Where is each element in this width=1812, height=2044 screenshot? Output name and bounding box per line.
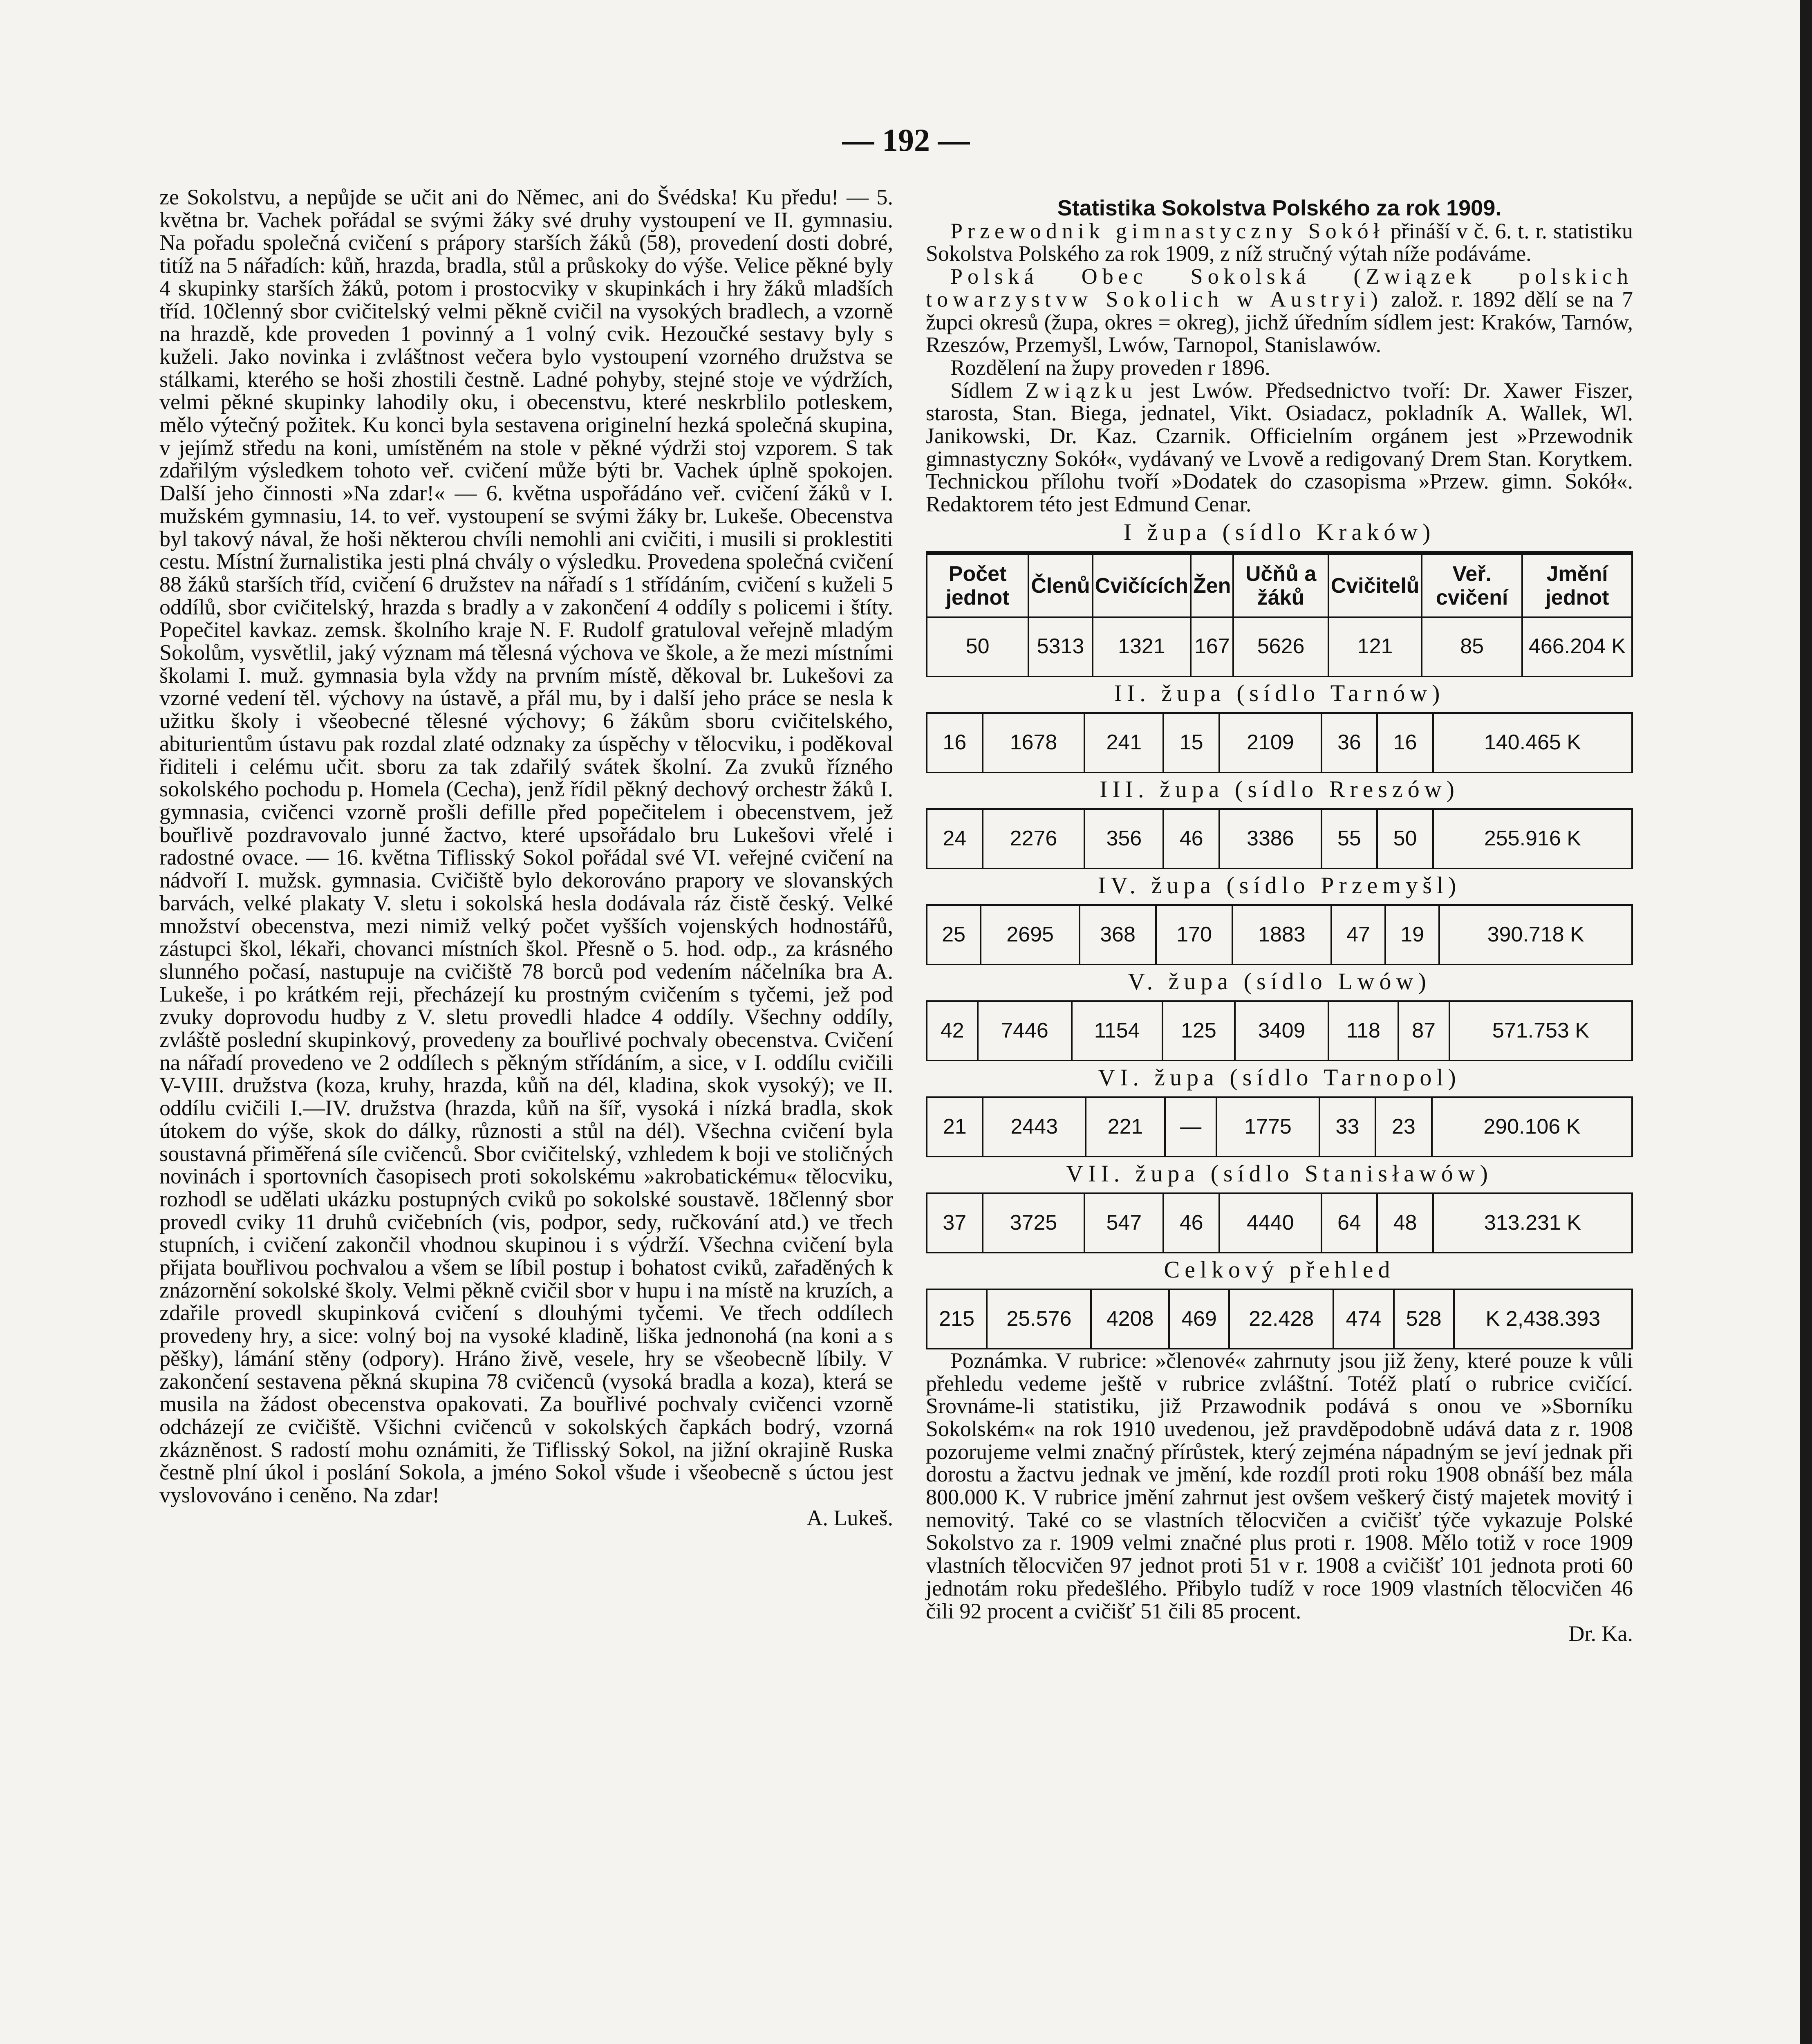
- table-cell: 2109: [1219, 713, 1321, 773]
- table-cell: 15: [1163, 713, 1219, 773]
- zupa-heading: V. župa (sídlo Lwów): [1128, 968, 1431, 995]
- table-cell: 2443: [983, 1097, 1085, 1157]
- table-cell: 5626: [1233, 617, 1328, 676]
- right-column: [926, 197, 1633, 1645]
- table-cell: 221: [1086, 1097, 1165, 1157]
- table-cell: K 2,438.393: [1454, 1289, 1632, 1349]
- table-row: [927, 809, 1632, 869]
- table-cell: 390.718 K: [1439, 905, 1632, 965]
- table-cell: 25: [927, 905, 981, 965]
- table-cell: 55: [1321, 809, 1377, 869]
- table-row: [927, 1193, 1632, 1253]
- table-cell: 7446: [978, 1001, 1071, 1061]
- intro-spaced-text: Przewodnik gimnastyczny Sokół: [950, 218, 1384, 243]
- intro-spaced-text: Polská Obec Sokolská (Związek polskich towarzystvw Sokolich w Austryi): [926, 264, 1633, 312]
- table-cell: 356: [1084, 809, 1163, 869]
- table-cell: 3386: [1219, 809, 1321, 869]
- column-header: Veř. cvičení: [1422, 553, 1522, 617]
- zupa-table: [926, 712, 1633, 773]
- zupa-heading: I župa (sídlo Kraków): [1123, 518, 1436, 545]
- intro-text: přináší v č. 6. t. r. statistiku Sokolstva Polského za rok 1909, z níž stručný výtah níže podáváme.: [926, 218, 1633, 266]
- table-cell: 255.916 K: [1433, 809, 1632, 869]
- table-cell: 170: [1156, 905, 1232, 965]
- table-cell: 87: [1398, 1001, 1449, 1061]
- table-header-row: [927, 553, 1632, 617]
- left-column: [159, 186, 893, 1529]
- table-row: [927, 1289, 1632, 1349]
- table-cell: 42: [927, 1001, 978, 1061]
- column-header: Učňů a žáků: [1233, 553, 1328, 617]
- column-header: Počet jednot: [927, 553, 1028, 617]
- table-row: [927, 713, 1632, 773]
- zupa-heading: VII. župa (sídlo Stanisławów): [1066, 1160, 1493, 1187]
- zupa-table: [926, 551, 1633, 677]
- column-header: Cvičících: [1093, 553, 1191, 617]
- table-cell: 1883: [1232, 905, 1331, 965]
- table-cell: 1321: [1093, 617, 1191, 676]
- table-cell: 50: [927, 617, 1028, 676]
- article-title: Statistika Sokolstva Polského za rok 1909.: [1057, 196, 1502, 220]
- intro-text: Sídlem: [950, 378, 1026, 403]
- table-cell: 3725: [983, 1193, 1085, 1253]
- table-cell: 16: [1377, 713, 1433, 773]
- table-cell: 1678: [983, 713, 1085, 773]
- column-header: Jmění jednot: [1522, 553, 1632, 617]
- table-cell: 368: [1080, 905, 1156, 965]
- table-cell: 290.106 K: [1432, 1097, 1632, 1157]
- author-signature-left: A. Lukeš.: [806, 1505, 893, 1530]
- table-cell: 5313: [1028, 617, 1092, 676]
- column-header: Cvičitelů: [1328, 553, 1422, 617]
- table-cell: 47: [1331, 905, 1385, 965]
- table-cell: 528: [1394, 1289, 1454, 1349]
- intro-paragraph: [926, 265, 1633, 356]
- statistics-tables: [926, 516, 1633, 1349]
- zupa-heading: VI. župa (sídlo Tarnopol): [1098, 1064, 1461, 1091]
- table-cell: 1154: [1072, 1001, 1162, 1061]
- page-edge: [1800, 0, 1812, 2044]
- table-cell: 50: [1377, 809, 1433, 869]
- column-header: Členů: [1028, 553, 1092, 617]
- intro-paragraph: [926, 220, 1633, 265]
- table-cell: 313.231 K: [1433, 1193, 1632, 1253]
- zupa-table: [926, 1192, 1633, 1253]
- table-row: [927, 905, 1632, 965]
- table-cell: 215: [927, 1289, 987, 1349]
- table-cell: 3409: [1235, 1001, 1328, 1061]
- table-cell: 24: [927, 809, 983, 869]
- page-number: — 192 —: [842, 122, 970, 158]
- table-cell: 36: [1321, 713, 1377, 773]
- table-cell: 2695: [981, 905, 1080, 965]
- table-cell: 121: [1328, 617, 1422, 676]
- zupa-heading: III. župa (sídlo Rreszów): [1100, 775, 1459, 802]
- table-cell: 571.753 K: [1449, 1001, 1632, 1061]
- intro-spaced-text: Związku: [1025, 378, 1137, 403]
- zupa-table: [926, 904, 1633, 965]
- table-cell: 37: [927, 1193, 983, 1253]
- column-header: Žen: [1191, 553, 1233, 617]
- zupa-heading: II. župa (sídlo Tarnów): [1114, 679, 1445, 706]
- table-row: [927, 1097, 1632, 1157]
- table-cell: 19: [1385, 905, 1439, 965]
- intro-paragraph: [926, 356, 1633, 379]
- intro-text: jest Lwów. Předsednictvo tvoří: Dr. Xawer Fiszer, starosta, Stan. Biega, jednatel, Vikt. Osiadacz, pokladník A. Wallek, Wl. Janikowski, Dr. Kaz. Czarnik. Officielním orgánem jest »Przewodnik gimnastyczny Sokół«, vydávaný ve Lvově a redigovaný Drem Stan. Korytkem. Technickou přílohu tvoří »Dodatek do czasopisma »Przew. gimn. Sokół«. Redaktorem této jest Edmund Cenar.: [926, 378, 1633, 517]
- table-cell: 23: [1375, 1097, 1431, 1157]
- table-cell: 4208: [1091, 1289, 1169, 1349]
- table-cell: 22.428: [1229, 1289, 1333, 1349]
- table-cell: 241: [1084, 713, 1163, 773]
- intro-text: Rozdělení na župy proveden r 1896.: [950, 355, 1270, 380]
- table-cell: 21: [927, 1097, 983, 1157]
- table-cell: 125: [1162, 1001, 1235, 1061]
- zupa-heading: IV. župa (sídlo Przemyšl): [1098, 872, 1461, 899]
- statistics-note: Poznámka. V rubrice: »členové« zahrnuty jsou již ženy, které pouze k vůli přehledu vedeme ještě v rubrice zvláštní. Totéž platí o rubrice cvičící. Srovnáme-li statistiku, již Przawodnik podává s onou ve »Sborníku Sokolském« na rok 1910 uvedenou, jež pravděpodobně udává data z r. 1908 pozorujeme velmi značný přírůstek, který zejména nápadným se jeví jednak při dorostu a žactvu jednak ve jmění, kde rozdíl proti roku 1908 obnáší bez mála 800.000 K. V rubrice jmění zahrnut jest ovšem veškerý čistý majetek movitý i nemovitý. Také co se vlastních tělocvičen a cvičišť týče vykazuje Polské Sokolstvo za r. 1909 velmi značné plus proti r. 1908. Mělo totiž v roce 1909 vlastních tělocvičen 97 jednot proti 51 v r. 1908 a cvičišť 101 jednota proti 60 jednotám roku předešlého. Přibylo tudíž v roce 1909 vlastních tělocvičen 46 čili 92 procent a cvičišť 51 čili 85 procent.: [926, 1348, 1633, 1623]
- table-cell: 118: [1328, 1001, 1398, 1061]
- table-cell: 46: [1163, 809, 1219, 869]
- table-cell: 85: [1422, 617, 1522, 676]
- table-cell: 33: [1319, 1097, 1375, 1157]
- article-body-left: ze Sokolstvu, a nepůjde se učit ani do Němec, ani do Švédska! Ku předu! — 5. května br. Vachek pořádal se svými žáky své druhy vystoupení ve II. gymnasiu. Na pořadu společná cvičení s prápory starších žáků (58), provedení dosti dobré, titíž na 5 nářadích: kůň, hrazda, bradla, stůl a průskoky do výše. Velice pěkné byly 4 skupinky starších žáků, potom i prostocviky v skupinkách i hry žáků mladších tříd. 10členný sbor cvičitelský velmi pěkně cvičil na vysokých bradlech, a vzorně na hrazdě, kde proveden 1 povinný a 1 volný cvik. Hezoučké sestavy byly s kuželi. Jako novinka i zvláštnost večera bylo vystoupení vzorného družstva se stálkami, kterého se hoši zhostili čestně. Ladné pohyby, stejné stoje ve výdržích, velmi pěkné skupinky lahodily oku, i obecenstvu, které neskrblilo potleskem, mělo výtečný požitek. Ku konci byla sestavena originelní hezká společná skupina, v jejímž středu na koni, umístěném na stole v pěkné výdrži stoj vzporem. S tak zdařilým výsledkem tohoto veř. cvičení může býti br. Vachek úplně spokojen. Další jeho činnosti »Na zdar!« — 6. května uspořádáno veř. cvičení žáků v I. mužském gymnasiu, 14. to veř. vystoupení se svými žáky br. Lukeše. Obecenstva byl takový nával, že hoši některou chvíli nemohli ani cvičiti, i musili si proklestiti cestu. Místní žurnalistika jesti plná chvály o výsledku. Provedena společná cvičení 88 žáků starších tříd, cvičení 6 družstev na nářadí s 1 střídáním, cvičení s kuželi 5 oddílů, sbor cvičitelský, hrazda s bradly a v zakončení 4 oddíly s policemi i štíty. Popečitel kavkaz. zemsk. školního kraje N. F. Rudolf gratuloval veřejně mladým Sokolům, vysvětlil, jaký význam má tělesná výchova ve škole, a že mezi místními školami I. muž. gymnasia byla vždy na prvním místě, děkoval br. Lukešovi za vzorné vedení těl. výchovy na ústavě, a přál mu, by i další jeho práce se nesla k užitku školy i všeobecné tělesné výchovy; 6 žákům sboru cvičitelského, abiturientům ústavu pak rozdal zlaté odznaky za úspěchy v tělocviku, i poděkoval řiditeli i celému učit. sboru za tak zdařilý svátek školní. Za zvuků řízného sokolského pochodu p. Homela (Cecha), jenž řídil pěkný dechový orchestr žáků I. gymnasia, cvičenci vzorně prošli defille před popečitelem i obecenstvem, jež bouřlivě pozdravovalo junné žactvo, které upsořádalo bru Lukešovi vřelé i radostné ovace. — 16. května Tiflisský Sokol pořádal své VI. veřejné cvičení na nádvoří I. mužsk. gymnasia. Cvičiště bylo dekorováno prapory ve slovanských barvách, velké plakaty V. sletu i sokolská hesla dodávala ráz čistě český. Velké množství obecenstva, mezi nimiž velký počet vyšších vojenských hodnostářů, zástupci škol, lékaři, chovanci místních škol. Přesně o 5. hod. odp., za krásného slunného počasí, nastupuje na cvičiště 78 borců pod vedením náčelníka bra A. Lukeše, i po krátkém reji, přecházejí ku prostným cvičením s tyčemi, jež pod zvuky doprovodu hudby z V. sletu provedli hladce 4 oddíly. Všechny oddíly, zvláště poslední skupinkový, provedeny za bouřlivé pochvaly obecenstva. Cvičení na nářadí provedeno ve 2 oddílech s pěkným střídáním, a sice, v I. oddílu cvičili V-VIII. družstva (koza, kruhy, hrazda, kůň na dél, kladina, skok vysoký); ve II. oddílu cvičili I.—IV. družstva (hrazda, kůň na šíř, vysoká i nízká bradla, skok útokem do výše, skok do dálky, různosti a stůl na dél). Všechna cvičení byla soustavná přiměřená síle cvičenců. Sbor cvičitelský, vzhledem k boji ve stoličných novinách i sportovních časopisech proti sokolskému »akrobatickému« tělocviku, rozhodl se udělati ukázku postupných cviků po sokolské soustavě. 18členný sbor provedl cviky 11 druhů cvičebních (vis, podpor, sedy, ručkování atd.) ve třech stupních, i cvičení zakončil vhodnou skupinou i s výdrží. Všechna cvičení byla přijata bouřlivou pochvalou a všem se líbil postup i bohatost cviků, zařaděných k znázornění sokolské školy. Velmi pěkně cvičil sbor v hupu i na místě na kruzích, a zdařile provedl skupinková cvičení s dlouhými tyčemi. Ve třech oddílech provedeny hry, a sice: volný boj na vysoké kladině, liška jednonohá (na koni a s pěšky), lámání stěny (odpory). Hráno živě, vesele, hry se všeobecně líbily. V zakončení sestavena pěkná skupina 78 cvičenců (vysoká bradla a koza), která se musila na žádost obecenstva opakovati. Za bouřlivé pochvaly cvičenci vzorně odcházejí ze cvičiště. Všichni cvičenců v sokolských čapkách bodrý, vzorná zkázněnost. S radostí mohu oznámiti, že Tiflisský Sokol, na jižní okrajině Ruska čestně plní úkol i poslání Sokola, a jméno Sokol všude i všeobecně s úctou jest vyslovováno i ceněno. Na zdar!: [159, 185, 893, 1508]
- table-cell: 25.576: [987, 1289, 1091, 1349]
- table-cell: 16: [927, 713, 983, 773]
- table-row: [927, 1001, 1632, 1061]
- table-cell: 474: [1333, 1289, 1393, 1349]
- author-signature-right: Dr. Ka.: [1568, 1621, 1633, 1646]
- table-cell: 64: [1321, 1193, 1377, 1253]
- table-cell: 466.204 K: [1522, 617, 1632, 676]
- table-cell: 46: [1163, 1193, 1219, 1253]
- zupa-table: [926, 1289, 1633, 1349]
- table-cell: 469: [1169, 1289, 1229, 1349]
- article-intro: [926, 220, 1633, 516]
- zupa-table: [926, 1096, 1633, 1157]
- table-cell: 167: [1191, 617, 1233, 676]
- zupa-table: [926, 808, 1633, 869]
- table-cell: 1775: [1216, 1097, 1319, 1157]
- table-cell: 2276: [983, 809, 1085, 869]
- table-cell: 140.465 K: [1433, 713, 1632, 773]
- table-cell: —: [1165, 1097, 1216, 1157]
- intro-text: založ. r. 1892 dělí se na 7 župci okresů (župa, okres = okreg), jichž úředním sídlem jest: Kraków, Tarnów, Rzeszów, Przemyšl, Lwów, Tarnopol, Stanislawów.: [926, 287, 1633, 357]
- table-cell: 547: [1084, 1193, 1163, 1253]
- table-row: [927, 617, 1632, 676]
- intro-paragraph: [926, 379, 1633, 516]
- zupa-heading: Celkový přehled: [1164, 1256, 1395, 1283]
- zupa-table: [926, 1000, 1633, 1061]
- table-cell: 48: [1377, 1193, 1433, 1253]
- table-cell: 4440: [1219, 1193, 1321, 1253]
